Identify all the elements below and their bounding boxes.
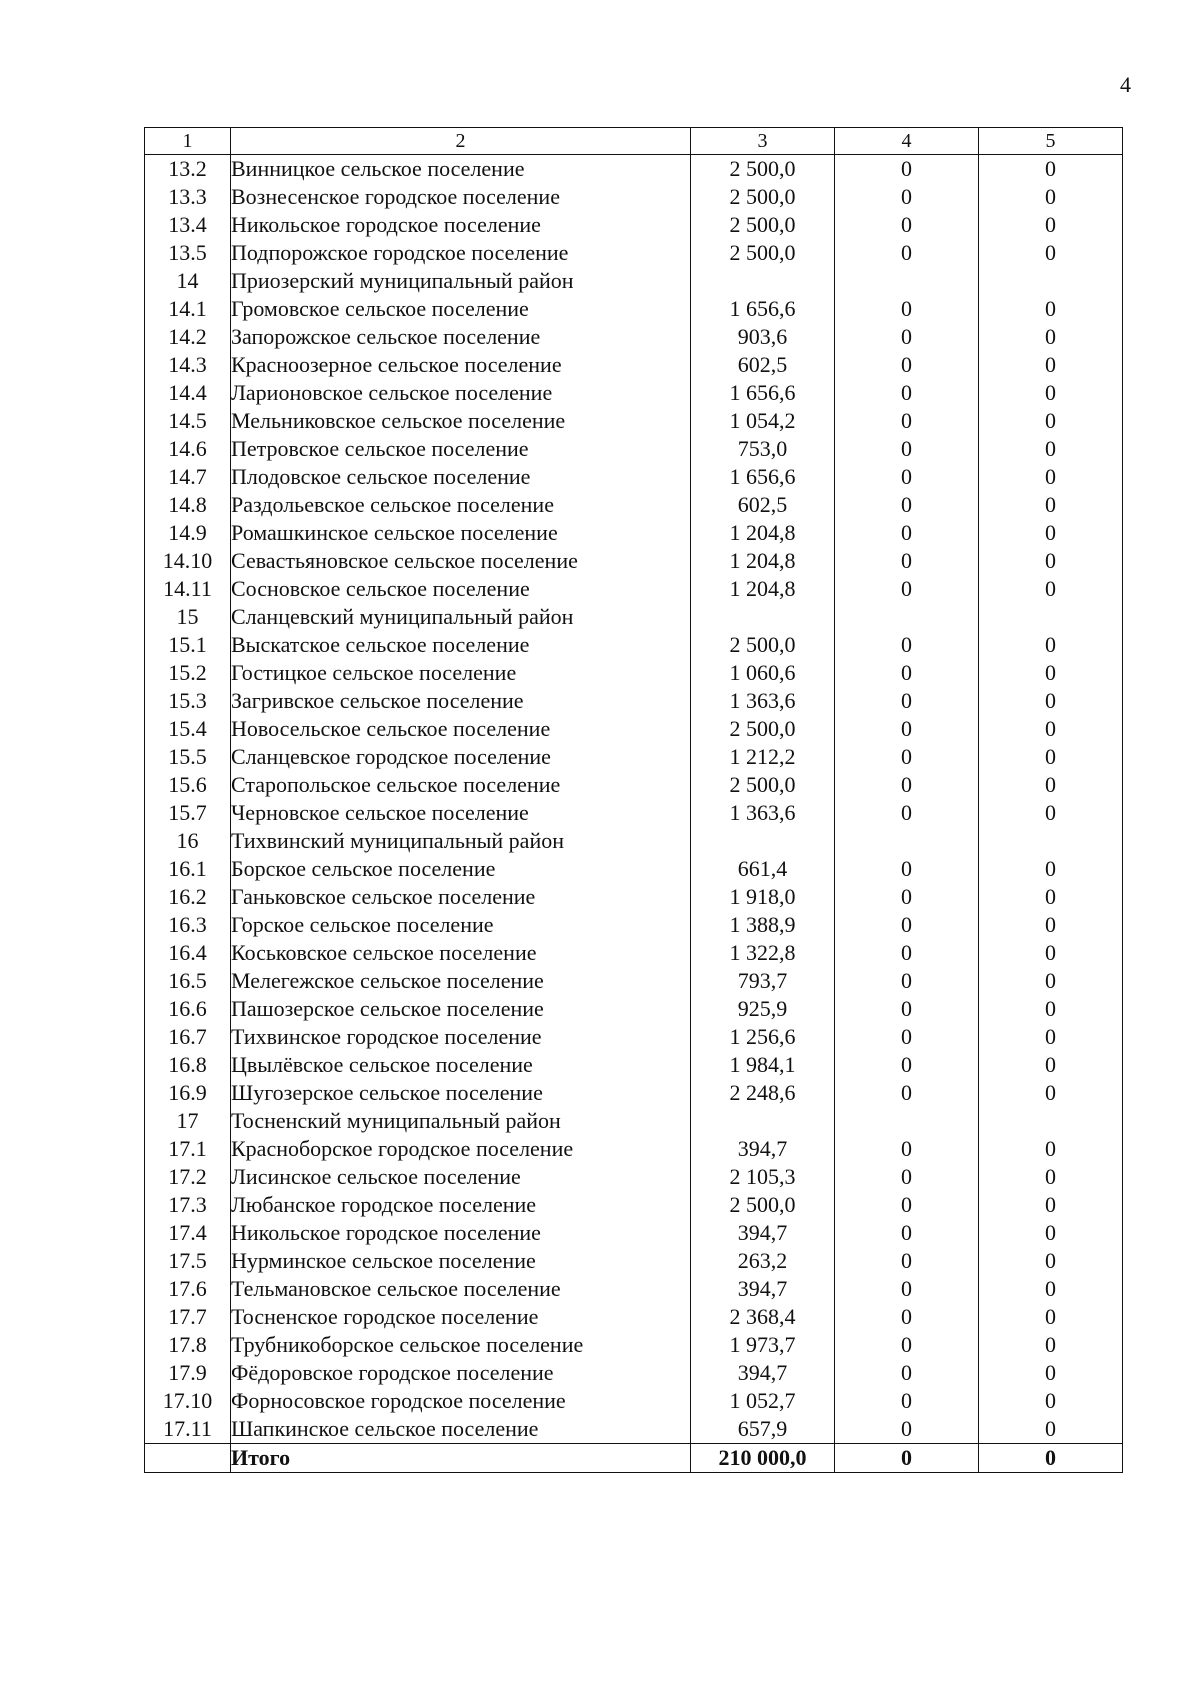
total-row <box>145 1444 1123 1473</box>
col-5-cell: 0 <box>979 883 1123 911</box>
table-row <box>145 351 1123 379</box>
col-4-cell: 0 <box>835 1387 979 1415</box>
amount-cell: 1 322,8 <box>691 939 835 967</box>
table-header <box>145 128 1123 155</box>
settlement-name-cell: Вознесенское городское поселение <box>231 183 691 211</box>
table-row <box>145 155 1123 184</box>
page-number: 4 <box>1120 72 1131 97</box>
col-4-cell: 0 <box>835 883 979 911</box>
settlement-name-cell: Подпорожское городское поселение <box>231 239 691 267</box>
col-5-cell: 0 <box>979 1247 1123 1275</box>
settlement-name-cell: Горское сельское поселение <box>231 911 691 939</box>
amount-cell: 1 204,8 <box>691 547 835 575</box>
col-5-cell: 0 <box>979 1051 1123 1079</box>
row-number-cell: 16.2 <box>145 883 231 911</box>
col-4-cell: 0 <box>835 575 979 603</box>
row-number-cell: 14.3 <box>145 351 231 379</box>
total-number-cell <box>145 1444 231 1473</box>
settlement-name-cell: Ганьковское сельское поселение <box>231 883 691 911</box>
col-4-cell: 0 <box>835 967 979 995</box>
row-number-cell: 13.5 <box>145 239 231 267</box>
settlement-name-cell: Сосновское сельское поселение <box>231 575 691 603</box>
settlement-name-cell: Винницкое сельское поселение <box>231 155 691 184</box>
row-number-cell: 14.7 <box>145 463 231 491</box>
row-number-cell: 15.4 <box>145 715 231 743</box>
table-row <box>145 1135 1123 1163</box>
col-5-cell: 0 <box>979 155 1123 184</box>
col-5-cell: 0 <box>979 1079 1123 1107</box>
col-4-cell: 0 <box>835 295 979 323</box>
col-5-cell <box>979 267 1123 295</box>
row-number-cell: 17.6 <box>145 1275 231 1303</box>
col-5-cell <box>979 827 1123 855</box>
row-number-cell: 14.5 <box>145 407 231 435</box>
row-number-cell: 17.3 <box>145 1191 231 1219</box>
amount-cell: 1 204,8 <box>691 575 835 603</box>
settlement-name-cell: Загривское сельское поселение <box>231 687 691 715</box>
settlement-name-cell: Никольское городское поселение <box>231 211 691 239</box>
col-4-cell: 0 <box>835 1023 979 1051</box>
row-number-cell: 16.7 <box>145 1023 231 1051</box>
row-number-cell: 15 <box>145 603 231 631</box>
col-4-cell: 0 <box>835 155 979 184</box>
col-4-cell: 0 <box>835 1303 979 1331</box>
col-5-cell: 0 <box>979 659 1123 687</box>
settlement-name-cell: Тихвинский муниципальный район <box>231 827 691 855</box>
col-4-cell: 0 <box>835 435 979 463</box>
settlement-name-cell: Тосненский муниципальный район <box>231 1107 691 1135</box>
table-row <box>145 519 1123 547</box>
amount-cell: 1 256,6 <box>691 1023 835 1051</box>
col-5-cell: 0 <box>979 379 1123 407</box>
table-body <box>145 155 1123 1444</box>
row-number-cell: 17.1 <box>145 1135 231 1163</box>
table-row <box>145 323 1123 351</box>
col-5-cell: 0 <box>979 211 1123 239</box>
table-row <box>145 407 1123 435</box>
col-5-cell: 0 <box>979 1303 1123 1331</box>
row-number-cell: 16.9 <box>145 1079 231 1107</box>
amount-cell <box>691 603 835 631</box>
row-number-cell: 17.7 <box>145 1303 231 1331</box>
row-number-cell: 14 <box>145 267 231 295</box>
amount-cell: 1 060,6 <box>691 659 835 687</box>
col-4-cell: 0 <box>835 631 979 659</box>
col-5-cell: 0 <box>979 855 1123 883</box>
amount-cell: 2 368,4 <box>691 1303 835 1331</box>
table-row <box>145 687 1123 715</box>
table-row <box>145 715 1123 743</box>
col-5-cell: 0 <box>979 771 1123 799</box>
table-row <box>145 547 1123 575</box>
settlement-name-cell: Громовское сельское поселение <box>231 295 691 323</box>
table-row <box>145 799 1123 827</box>
col-4-cell <box>835 827 979 855</box>
table-row <box>145 967 1123 995</box>
row-number-cell: 13.3 <box>145 183 231 211</box>
table-footer <box>145 1444 1123 1473</box>
col-4-cell: 0 <box>835 211 979 239</box>
amount-cell: 661,4 <box>691 855 835 883</box>
settlement-name-cell: Лисинское сельское поселение <box>231 1163 691 1191</box>
col-5-cell: 0 <box>979 239 1123 267</box>
col-5-cell: 0 <box>979 1135 1123 1163</box>
row-number-cell: 15.7 <box>145 799 231 827</box>
settlement-name-cell: Борское сельское поселение <box>231 855 691 883</box>
col-5-cell: 0 <box>979 939 1123 967</box>
table-row <box>145 379 1123 407</box>
settlement-name-cell: Шапкинское сельское поселение <box>231 1415 691 1444</box>
amount-cell: 2 500,0 <box>691 771 835 799</box>
col-4-cell: 0 <box>835 743 979 771</box>
amount-cell: 394,7 <box>691 1275 835 1303</box>
header-col-3: 3 <box>691 128 835 155</box>
total-col-5: 0 <box>979 1444 1123 1473</box>
table-row <box>145 771 1123 799</box>
settlement-name-cell: Раздольевское сельское поселение <box>231 491 691 519</box>
amount-cell: 394,7 <box>691 1135 835 1163</box>
settlement-name-cell: Тихвинское городское поселение <box>231 1023 691 1051</box>
amount-cell <box>691 827 835 855</box>
settlement-name-cell: Гостицкое сельское поселение <box>231 659 691 687</box>
amount-cell: 602,5 <box>691 351 835 379</box>
amount-cell: 925,9 <box>691 995 835 1023</box>
col-5-cell: 0 <box>979 491 1123 519</box>
amount-cell: 1 918,0 <box>691 883 835 911</box>
row-number-cell: 15.6 <box>145 771 231 799</box>
settlement-name-cell: Пашозерское сельское поселение <box>231 995 691 1023</box>
settlement-name-cell: Выскатское сельское поселение <box>231 631 691 659</box>
col-5-cell: 0 <box>979 1331 1123 1359</box>
amount-cell: 1 212,2 <box>691 743 835 771</box>
amount-cell: 657,9 <box>691 1415 835 1444</box>
col-5-cell: 0 <box>979 519 1123 547</box>
col-4-cell: 0 <box>835 715 979 743</box>
col-5-cell: 0 <box>979 351 1123 379</box>
col-5-cell: 0 <box>979 1359 1123 1387</box>
col-4-cell: 0 <box>835 1219 979 1247</box>
col-5-cell: 0 <box>979 715 1123 743</box>
settlement-name-cell: Шугозерское сельское поселение <box>231 1079 691 1107</box>
settlement-name-cell: Никольское городское поселение <box>231 1219 691 1247</box>
row-number-cell: 15.3 <box>145 687 231 715</box>
amount-cell: 1 052,7 <box>691 1387 835 1415</box>
col-5-cell: 0 <box>979 407 1123 435</box>
col-4-cell: 0 <box>835 351 979 379</box>
settlement-name-cell: Новосельское сельское поселение <box>231 715 691 743</box>
col-4-cell: 0 <box>835 1247 979 1275</box>
col-4-cell: 0 <box>835 939 979 967</box>
row-number-cell: 14.11 <box>145 575 231 603</box>
col-5-cell: 0 <box>979 967 1123 995</box>
table-row <box>145 239 1123 267</box>
header-col-1: 1 <box>145 128 231 155</box>
table-row <box>145 267 1123 295</box>
settlement-name-cell: Тельмановское сельское поселение <box>231 1275 691 1303</box>
amount-cell: 2 500,0 <box>691 631 835 659</box>
amount-cell: 263,2 <box>691 1247 835 1275</box>
col-5-cell: 0 <box>979 1219 1123 1247</box>
col-5-cell: 0 <box>979 1387 1123 1415</box>
row-number-cell: 17.10 <box>145 1387 231 1415</box>
amount-cell: 2 500,0 <box>691 155 835 184</box>
table-row <box>145 1163 1123 1191</box>
row-number-cell: 13.4 <box>145 211 231 239</box>
col-4-cell: 0 <box>835 687 979 715</box>
amount-cell: 1 984,1 <box>691 1051 835 1079</box>
col-5-cell: 0 <box>979 1163 1123 1191</box>
col-4-cell: 0 <box>835 1191 979 1219</box>
table-row <box>145 827 1123 855</box>
col-5-cell: 0 <box>979 995 1123 1023</box>
settlement-name-cell: Старопольское сельское поселение <box>231 771 691 799</box>
row-number-cell: 15.2 <box>145 659 231 687</box>
table-row <box>145 1415 1123 1444</box>
row-number-cell: 17.5 <box>145 1247 231 1275</box>
header-col-2: 2 <box>231 128 691 155</box>
settlement-name-cell: Нурминское сельское поселение <box>231 1247 691 1275</box>
table-row <box>145 1107 1123 1135</box>
col-5-cell: 0 <box>979 743 1123 771</box>
col-5-cell: 0 <box>979 911 1123 939</box>
settlement-name-cell: Запорожское сельское поселение <box>231 323 691 351</box>
amount-cell: 2 500,0 <box>691 183 835 211</box>
row-number-cell: 16.8 <box>145 1051 231 1079</box>
row-number-cell: 14.2 <box>145 323 231 351</box>
table-row <box>145 939 1123 967</box>
col-4-cell: 0 <box>835 1163 979 1191</box>
table-row <box>145 1023 1123 1051</box>
table-row <box>145 1275 1123 1303</box>
table-row <box>145 1051 1123 1079</box>
header-col-4: 4 <box>835 128 979 155</box>
amount-cell: 1 656,6 <box>691 379 835 407</box>
col-5-cell: 0 <box>979 323 1123 351</box>
col-4-cell: 0 <box>835 323 979 351</box>
row-number-cell: 17.4 <box>145 1219 231 1247</box>
table-row <box>145 631 1123 659</box>
col-4-cell: 0 <box>835 855 979 883</box>
col-4-cell: 0 <box>835 1135 979 1163</box>
settlement-name-cell: Любанское городское поселение <box>231 1191 691 1219</box>
col-5-cell: 0 <box>979 631 1123 659</box>
settlement-name-cell: Форносовское городское поселение <box>231 1387 691 1415</box>
col-4-cell: 0 <box>835 995 979 1023</box>
table-row <box>145 1387 1123 1415</box>
amount-cell: 1 363,6 <box>691 799 835 827</box>
table-row <box>145 1359 1123 1387</box>
col-5-cell: 0 <box>979 799 1123 827</box>
amount-cell: 1 363,6 <box>691 687 835 715</box>
amount-cell: 394,7 <box>691 1219 835 1247</box>
settlement-name-cell: Ромашкинское сельское поселение <box>231 519 691 547</box>
table-row <box>145 211 1123 239</box>
settlement-name-cell: Сланцевский муниципальный район <box>231 603 691 631</box>
amount-cell: 2 500,0 <box>691 715 835 743</box>
settlement-name-cell: Тосненское городское поселение <box>231 1303 691 1331</box>
table-row <box>145 883 1123 911</box>
row-number-cell: 14.10 <box>145 547 231 575</box>
col-4-cell: 0 <box>835 911 979 939</box>
col-4-cell: 0 <box>835 1051 979 1079</box>
table-row <box>145 1303 1123 1331</box>
col-4-cell: 0 <box>835 659 979 687</box>
row-number-cell: 16.1 <box>145 855 231 883</box>
row-number-cell: 17.8 <box>145 1331 231 1359</box>
table-row <box>145 855 1123 883</box>
col-4-cell: 0 <box>835 547 979 575</box>
settlement-name-cell: Коськовское сельское поселение <box>231 939 691 967</box>
col-4-cell: 0 <box>835 519 979 547</box>
amount-cell <box>691 1107 835 1135</box>
col-4-cell: 0 <box>835 771 979 799</box>
col-5-cell: 0 <box>979 463 1123 491</box>
amount-cell: 2 500,0 <box>691 211 835 239</box>
col-5-cell: 0 <box>979 547 1123 575</box>
header-row <box>145 128 1123 155</box>
settlement-name-cell: Красноозерное сельское поселение <box>231 351 691 379</box>
col-4-cell: 0 <box>835 407 979 435</box>
col-5-cell: 0 <box>979 1415 1123 1444</box>
table-row <box>145 743 1123 771</box>
amount-cell: 1 656,6 <box>691 295 835 323</box>
table-row <box>145 463 1123 491</box>
row-number-cell: 13.2 <box>145 155 231 184</box>
row-number-cell: 14.4 <box>145 379 231 407</box>
table-row <box>145 435 1123 463</box>
row-number-cell: 15.1 <box>145 631 231 659</box>
table-row <box>145 1079 1123 1107</box>
row-number-cell: 14.6 <box>145 435 231 463</box>
allocation-table <box>144 127 1123 1473</box>
total-label: Итого <box>231 1444 691 1473</box>
amount-cell: 1 656,6 <box>691 463 835 491</box>
table-row <box>145 1219 1123 1247</box>
total-amount: 210 000,0 <box>691 1444 835 1473</box>
col-4-cell: 0 <box>835 239 979 267</box>
col-4-cell: 0 <box>835 1079 979 1107</box>
settlement-name-cell: Черновское сельское поселение <box>231 799 691 827</box>
col-4-cell: 0 <box>835 1359 979 1387</box>
settlement-name-cell: Мельниковское сельское поселение <box>231 407 691 435</box>
settlement-name-cell: Сланцевское городское поселение <box>231 743 691 771</box>
amount-cell: 753,0 <box>691 435 835 463</box>
row-number-cell: 17.2 <box>145 1163 231 1191</box>
table-row <box>145 575 1123 603</box>
row-number-cell: 14.1 <box>145 295 231 323</box>
table-row <box>145 911 1123 939</box>
row-number-cell: 15.5 <box>145 743 231 771</box>
col-4-cell <box>835 267 979 295</box>
col-5-cell <box>979 603 1123 631</box>
col-4-cell: 0 <box>835 1331 979 1359</box>
table-row <box>145 491 1123 519</box>
col-4-cell: 0 <box>835 491 979 519</box>
row-number-cell: 16.3 <box>145 911 231 939</box>
col-5-cell: 0 <box>979 1191 1123 1219</box>
table-row <box>145 183 1123 211</box>
settlement-name-cell: Красноборское городское поселение <box>231 1135 691 1163</box>
header-col-5: 5 <box>979 128 1123 155</box>
amount-cell: 903,6 <box>691 323 835 351</box>
settlement-name-cell: Мелегежское сельское поселение <box>231 967 691 995</box>
settlement-name-cell: Плодовское сельское поселение <box>231 463 691 491</box>
amount-cell: 1 388,9 <box>691 911 835 939</box>
col-5-cell: 0 <box>979 435 1123 463</box>
row-number-cell: 14.9 <box>145 519 231 547</box>
table-row <box>145 603 1123 631</box>
col-4-cell: 0 <box>835 379 979 407</box>
col-5-cell: 0 <box>979 1275 1123 1303</box>
amount-cell: 1 973,7 <box>691 1331 835 1359</box>
row-number-cell: 16 <box>145 827 231 855</box>
settlement-name-cell: Приозерский муниципальный район <box>231 267 691 295</box>
amount-cell: 602,5 <box>691 491 835 519</box>
amount-cell: 1 054,2 <box>691 407 835 435</box>
settlement-name-cell: Трубникоборское сельское поселение <box>231 1331 691 1359</box>
amount-cell: 2 248,6 <box>691 1079 835 1107</box>
col-5-cell: 0 <box>979 1023 1123 1051</box>
settlement-name-cell: Ларионовское сельское поселение <box>231 379 691 407</box>
amount-cell: 394,7 <box>691 1359 835 1387</box>
col-5-cell <box>979 1107 1123 1135</box>
settlement-name-cell: Фёдоровское городское поселение <box>231 1359 691 1387</box>
table-row <box>145 295 1123 323</box>
amount-cell: 2 105,3 <box>691 1163 835 1191</box>
settlement-name-cell: Петровское сельское поселение <box>231 435 691 463</box>
col-4-cell: 0 <box>835 463 979 491</box>
col-4-cell: 0 <box>835 1275 979 1303</box>
col-4-cell: 0 <box>835 183 979 211</box>
col-5-cell: 0 <box>979 295 1123 323</box>
settlement-name-cell: Севастьяновское сельское поселение <box>231 547 691 575</box>
amount-cell: 793,7 <box>691 967 835 995</box>
table-row <box>145 659 1123 687</box>
amount-cell: 2 500,0 <box>691 1191 835 1219</box>
col-5-cell: 0 <box>979 575 1123 603</box>
row-number-cell: 14.8 <box>145 491 231 519</box>
row-number-cell: 16.4 <box>145 939 231 967</box>
row-number-cell: 16.6 <box>145 995 231 1023</box>
row-number-cell: 17.9 <box>145 1359 231 1387</box>
amount-cell <box>691 267 835 295</box>
col-5-cell: 0 <box>979 687 1123 715</box>
table-row <box>145 1247 1123 1275</box>
row-number-cell: 17 <box>145 1107 231 1135</box>
row-number-cell: 17.11 <box>145 1415 231 1444</box>
col-4-cell: 0 <box>835 799 979 827</box>
table-row <box>145 1331 1123 1359</box>
table-row <box>145 995 1123 1023</box>
col-4-cell: 0 <box>835 1415 979 1444</box>
total-col-4: 0 <box>835 1444 979 1473</box>
col-4-cell <box>835 1107 979 1135</box>
table-row <box>145 1191 1123 1219</box>
col-5-cell: 0 <box>979 183 1123 211</box>
settlement-name-cell: Цвылёвское сельское поселение <box>231 1051 691 1079</box>
col-4-cell <box>835 603 979 631</box>
amount-cell: 2 500,0 <box>691 239 835 267</box>
row-number-cell: 16.5 <box>145 967 231 995</box>
amount-cell: 1 204,8 <box>691 519 835 547</box>
